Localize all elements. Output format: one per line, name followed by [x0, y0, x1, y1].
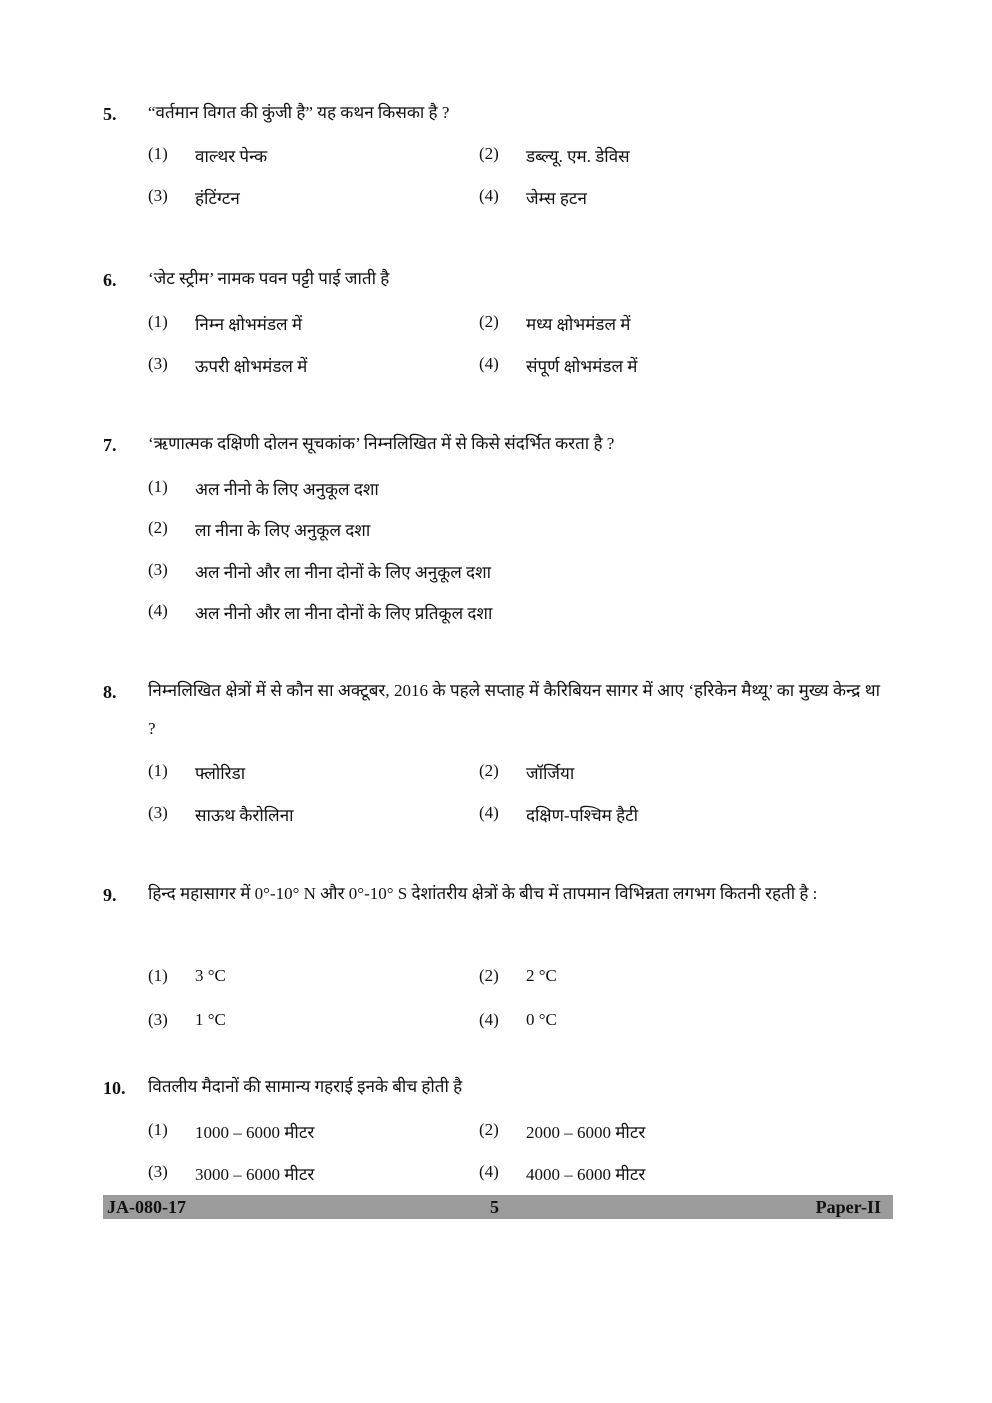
option-number: (3) [148, 803, 168, 822]
option-number: (4) [479, 803, 499, 822]
option-text: 1000 – 6000 मीटर [195, 1123, 315, 1142]
option-text: हंटिंग्टन [195, 189, 240, 208]
option-number: (3) [148, 186, 168, 205]
option-text: जॉर्जिया [526, 764, 575, 783]
option-text: 2 °C [526, 966, 557, 985]
option-text: ला नीना के लिए अनुकूल दशा [195, 521, 371, 540]
option-number: (4) [479, 186, 499, 205]
page-number: 5 [490, 1197, 499, 1217]
question-number: 8. [103, 682, 117, 702]
option-number: (4) [479, 354, 499, 373]
question-text: वितलीय मैदानों की सामान्य गहराई इनके बीच होती है [148, 1077, 463, 1096]
option-number: (2) [479, 312, 499, 331]
option-number: (1) [148, 144, 168, 163]
option-text: ऊपरी क्षोभमंडल में [195, 357, 308, 376]
option-number: (2) [479, 966, 499, 985]
option-text: अल नीनो और ला नीना दोनों के लिए प्रतिकूल दशा [195, 604, 493, 623]
option-text: जेम्स हटन [526, 189, 587, 208]
option-number: (1) [148, 1120, 168, 1139]
option-text: अल नीनो और ला नीना दोनों के लिए अनुकूल दशा [195, 563, 492, 582]
question-text: निम्नलिखित क्षेत्रों में से कौन सा अक्टूबर, 2016 के पहले सप्ताह में कैरिबियन सागर में आए ‘हरिकेन मैथ्यू’ का मुख्य केन्द्र था ? [148, 681, 880, 738]
option-text: डब्ल्यू. एम. डेविस [526, 147, 630, 166]
option-number: (1) [148, 312, 168, 331]
option-text: 3000 – 6000 मीटर [195, 1165, 315, 1184]
option-number: (2) [479, 144, 499, 163]
option-number: (2) [148, 518, 168, 537]
option-text: 0 °C [526, 1010, 557, 1029]
option-text: वाल्थर पेन्क [195, 147, 268, 166]
paper-label: Paper-II [815, 1197, 881, 1217]
option-number: (4) [148, 601, 168, 620]
option-number: (2) [479, 761, 499, 780]
option-text: निम्न क्षोभमंडल में [195, 315, 302, 334]
option-text: 3 °C [195, 966, 226, 985]
option-text: मध्य क्षोभमंडल में [526, 315, 631, 334]
option-text: साऊथ कैरोलिना [195, 806, 294, 825]
question-text: ‘जेट स्ट्रीम’ नामक पवन पट्टी पाई जाती है [148, 269, 390, 288]
page-footer [103, 1195, 893, 1219]
question-number: 6. [103, 270, 117, 290]
option-number: (1) [148, 966, 168, 985]
option-text: संपूर्ण क्षोभमंडल में [526, 357, 638, 376]
option-number: (2) [479, 1120, 499, 1139]
option-number: (3) [148, 354, 168, 373]
option-text: 2000 – 6000 मीटर [526, 1123, 646, 1142]
option-text: 1 °C [195, 1010, 226, 1029]
option-number: (1) [148, 761, 168, 780]
question-number: 9. [103, 885, 117, 905]
paper-code: JA-080-17 [107, 1197, 186, 1217]
option-text: दक्षिण-पश्चिम हैटी [526, 806, 639, 825]
question-text: “वर्तमान विगत की कुंजी है” यह कथन किसका है ? [148, 103, 450, 122]
option-number: (3) [148, 1010, 168, 1029]
option-number: (4) [479, 1162, 499, 1181]
option-text: अल नीनो के लिए अनुकूल दशा [195, 480, 379, 499]
option-number: (3) [148, 1162, 168, 1181]
option-number: (4) [479, 1010, 499, 1029]
question-number: 5. [103, 104, 117, 124]
option-text: फ्लोरिडा [195, 764, 246, 783]
question-text: ‘ऋणात्मक दक्षिणी दोलन सूचकांक’ निम्नलिखित में से किसे संदर्भित करता है ? [148, 434, 615, 453]
question-number: 7. [103, 435, 117, 455]
option-text: 4000 – 6000 मीटर [526, 1165, 646, 1184]
option-number: (3) [148, 560, 168, 579]
option-number: (1) [148, 477, 168, 496]
question-text: हिन्द महासागर में 0°-10° N और 0°-10° S देशांतरीय क्षेत्रों के बीच में तापमान विभिन्नता लगभग कितनी रहती है : [148, 884, 818, 903]
question-number: 10. [103, 1078, 126, 1098]
